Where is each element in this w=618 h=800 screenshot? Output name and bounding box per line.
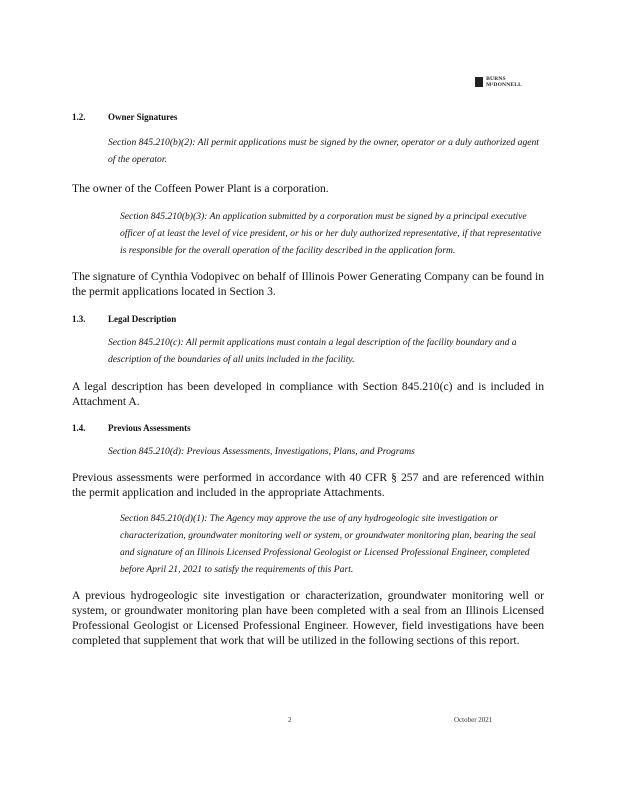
section-title: Legal Description <box>108 314 177 324</box>
regulation-quote: Section 845.210(b)(3): An application submitted by a corporation must be signed by a principal executive officer of at least the level of vice president, or his or her duly authorized representative, if that representative is responsible for the overall operation of the facility described in the application form. <box>120 211 542 256</box>
section-number: 1.3. <box>72 314 86 324</box>
body-paragraph: A previous hydrogeologic site investigation or characterization, groundwater monitoring well or system, or groundwater monitoring plan have been completed with a seal from an Illinois Licensed Professional Geologist or Licensed Professional Engineer. However, field investigations have been completed that supplement that work that will be utilized in the following sections of this report. <box>72 589 544 647</box>
section-heading-previous-assessments <box>72 423 544 433</box>
section-title: Previous Assessments <box>108 423 191 433</box>
logo-mark-icon <box>475 77 483 87</box>
body-paragraph: Previous assessments were performed in accordance with 40 CFR § 257 and are referenced within the permit application and included in the appropriate Attachments. <box>72 471 544 499</box>
section-number: 1.2. <box>72 112 86 122</box>
regulation-quote: Section 845.210(b)(2): All permit applications must be signed by the owner, operator or a duly authorized agent of the operator. <box>108 137 539 165</box>
logo-text <box>486 76 522 88</box>
regulation-quote: Section 845.210(c): All permit applications must contain a legal description of the facility boundary and a description of the boundaries of all units included in the facility. <box>108 337 517 365</box>
section-title: Owner Signatures <box>108 112 178 122</box>
regulation-quote: Section 845.210(d)(1): The Agency may approve the use of any hydrogeologic site investigation or characterization, groundwater monitoring well or system, or groundwater monitoring plan, bearing the seal and signature of an Illinois Licensed Professional Geologist or Licensed Professional Engineer, completed before April 21, 2021 to satisfy the requirements of this Part. <box>120 513 536 575</box>
footer-date: October 2021 <box>454 716 493 724</box>
company-logo <box>475 76 522 88</box>
logo-line-1: BURNS <box>486 76 506 82</box>
page-number: 2 <box>288 716 292 724</box>
regulation-quote: Section 845.210(d): Previous Assessments, Investigations, Plans, and Programs <box>108 446 415 457</box>
section-heading-legal-description <box>72 314 544 324</box>
body-paragraph: A legal description has been developed in compliance with Section 845.210(c) and is included in Attachment A. <box>72 380 544 408</box>
section-number: 1.4. <box>72 423 86 433</box>
section-heading-owner-signatures <box>72 112 544 122</box>
logo-line-2: M²DONNELL <box>486 82 522 88</box>
document-body <box>72 112 544 648</box>
body-paragraph: The owner of the Coffeen Power Plant is a corporation. <box>72 182 329 195</box>
body-paragraph: The signature of Cynthia Vodopivec on behalf of Illinois Power Generating Company can be found in the permit applications located in Section 3. <box>72 270 544 298</box>
